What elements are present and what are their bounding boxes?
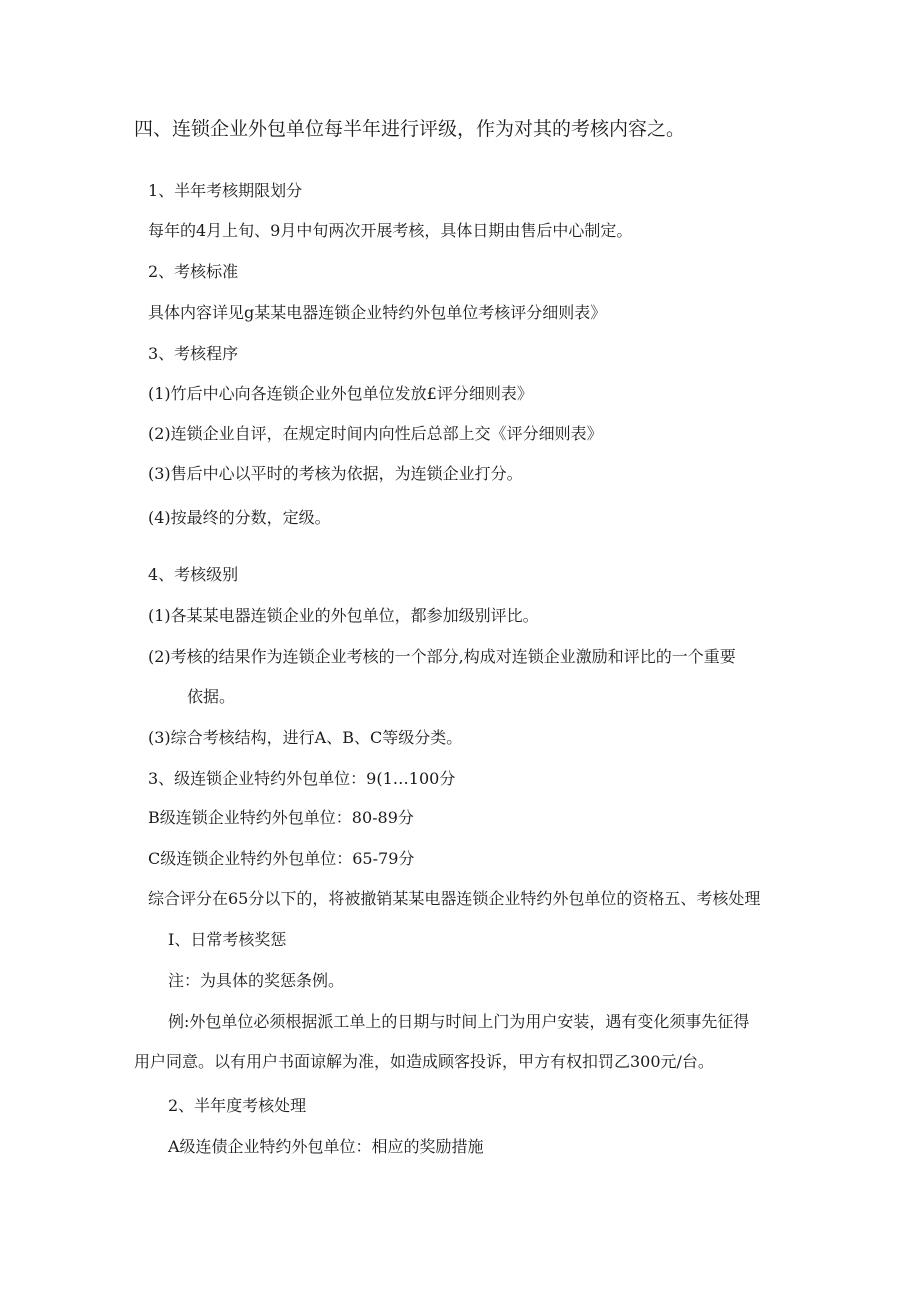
item-2-title: 2、考核标准 (148, 262, 239, 281)
sub-1-note: 注：为具体的奖惩条例。 (168, 971, 345, 990)
item-3-step-1: (1)竹后中心向各连锁企业外包单位发放£评分细则表》 (148, 384, 533, 403)
disqualify-text: 综合评分在65分以下的，将被撤销某某电器连锁企业特约外包单位的资格五、考核处理 (148, 889, 761, 908)
sub-1-example-line-1: 例:外包单位必须根据派工单上的日期与时间上门为用户安装，遇有变化须事先征得 (168, 1012, 750, 1031)
item-3-step-4: (4)按最终的分数，定级。 (148, 508, 331, 527)
item-3-title: 3、考核程序 (148, 344, 239, 363)
item-3-step-2: (2)连锁企业自评，在规定时间内向性后总部上交《评分细则表》 (148, 424, 603, 443)
grade-c-line: C级连锁企业特约外包单位：65-79分 (148, 849, 415, 868)
sub-2-text: A级连债企业特约外包单位：相应的奖励措施 (168, 1137, 484, 1156)
item-2-text: 具体内容详见g某某电器连锁企业特约外包单位考核评分细则表》 (148, 303, 607, 322)
item-1-text: 每年的4月上旬、9月中旬两次开展考核，具体日期由售后中心制定。 (148, 221, 633, 240)
item-4-title: 4、考核级别 (148, 565, 239, 584)
item-4-step-1: (1)各某某电器连锁企业的外包单位，都参加级别评比。 (148, 606, 539, 625)
item-4-step-2: (2)考核的结果作为连锁企业考核的一个部分,构成对连锁企业激励和评比的一个重要 (148, 647, 736, 666)
grade-b-line: B级连锁企业特约外包单位：80-89分 (148, 808, 414, 827)
item-4-step-3: (3)综合考核结构，进行A、B、C等级分类。 (148, 728, 463, 747)
item-4-step-2-continued: 依据。 (187, 687, 236, 706)
sub-2-title: 2、半年度考核处理 (168, 1096, 307, 1115)
item-3-step-3: (3)售后中心以平时的考核为依据，为连锁企业打分。 (148, 464, 523, 483)
sub-1-title: I、日常考核奖惩 (168, 930, 287, 949)
sub-1-example-line-2: 用户同意。以有用户书面谅解为准，如造成顾客投诉，甲方有权扣罚乙300元/台。 (134, 1052, 714, 1071)
item-1-title: 1、半年考核期限划分 (148, 181, 303, 200)
grade-a-line: 3、级连锁企业特约外包单位：9(1…100分 (148, 769, 456, 788)
section-4-title: 四、连锁企业外包单位每半年进行评级，作为对其的考核内容之。 (134, 118, 686, 140)
